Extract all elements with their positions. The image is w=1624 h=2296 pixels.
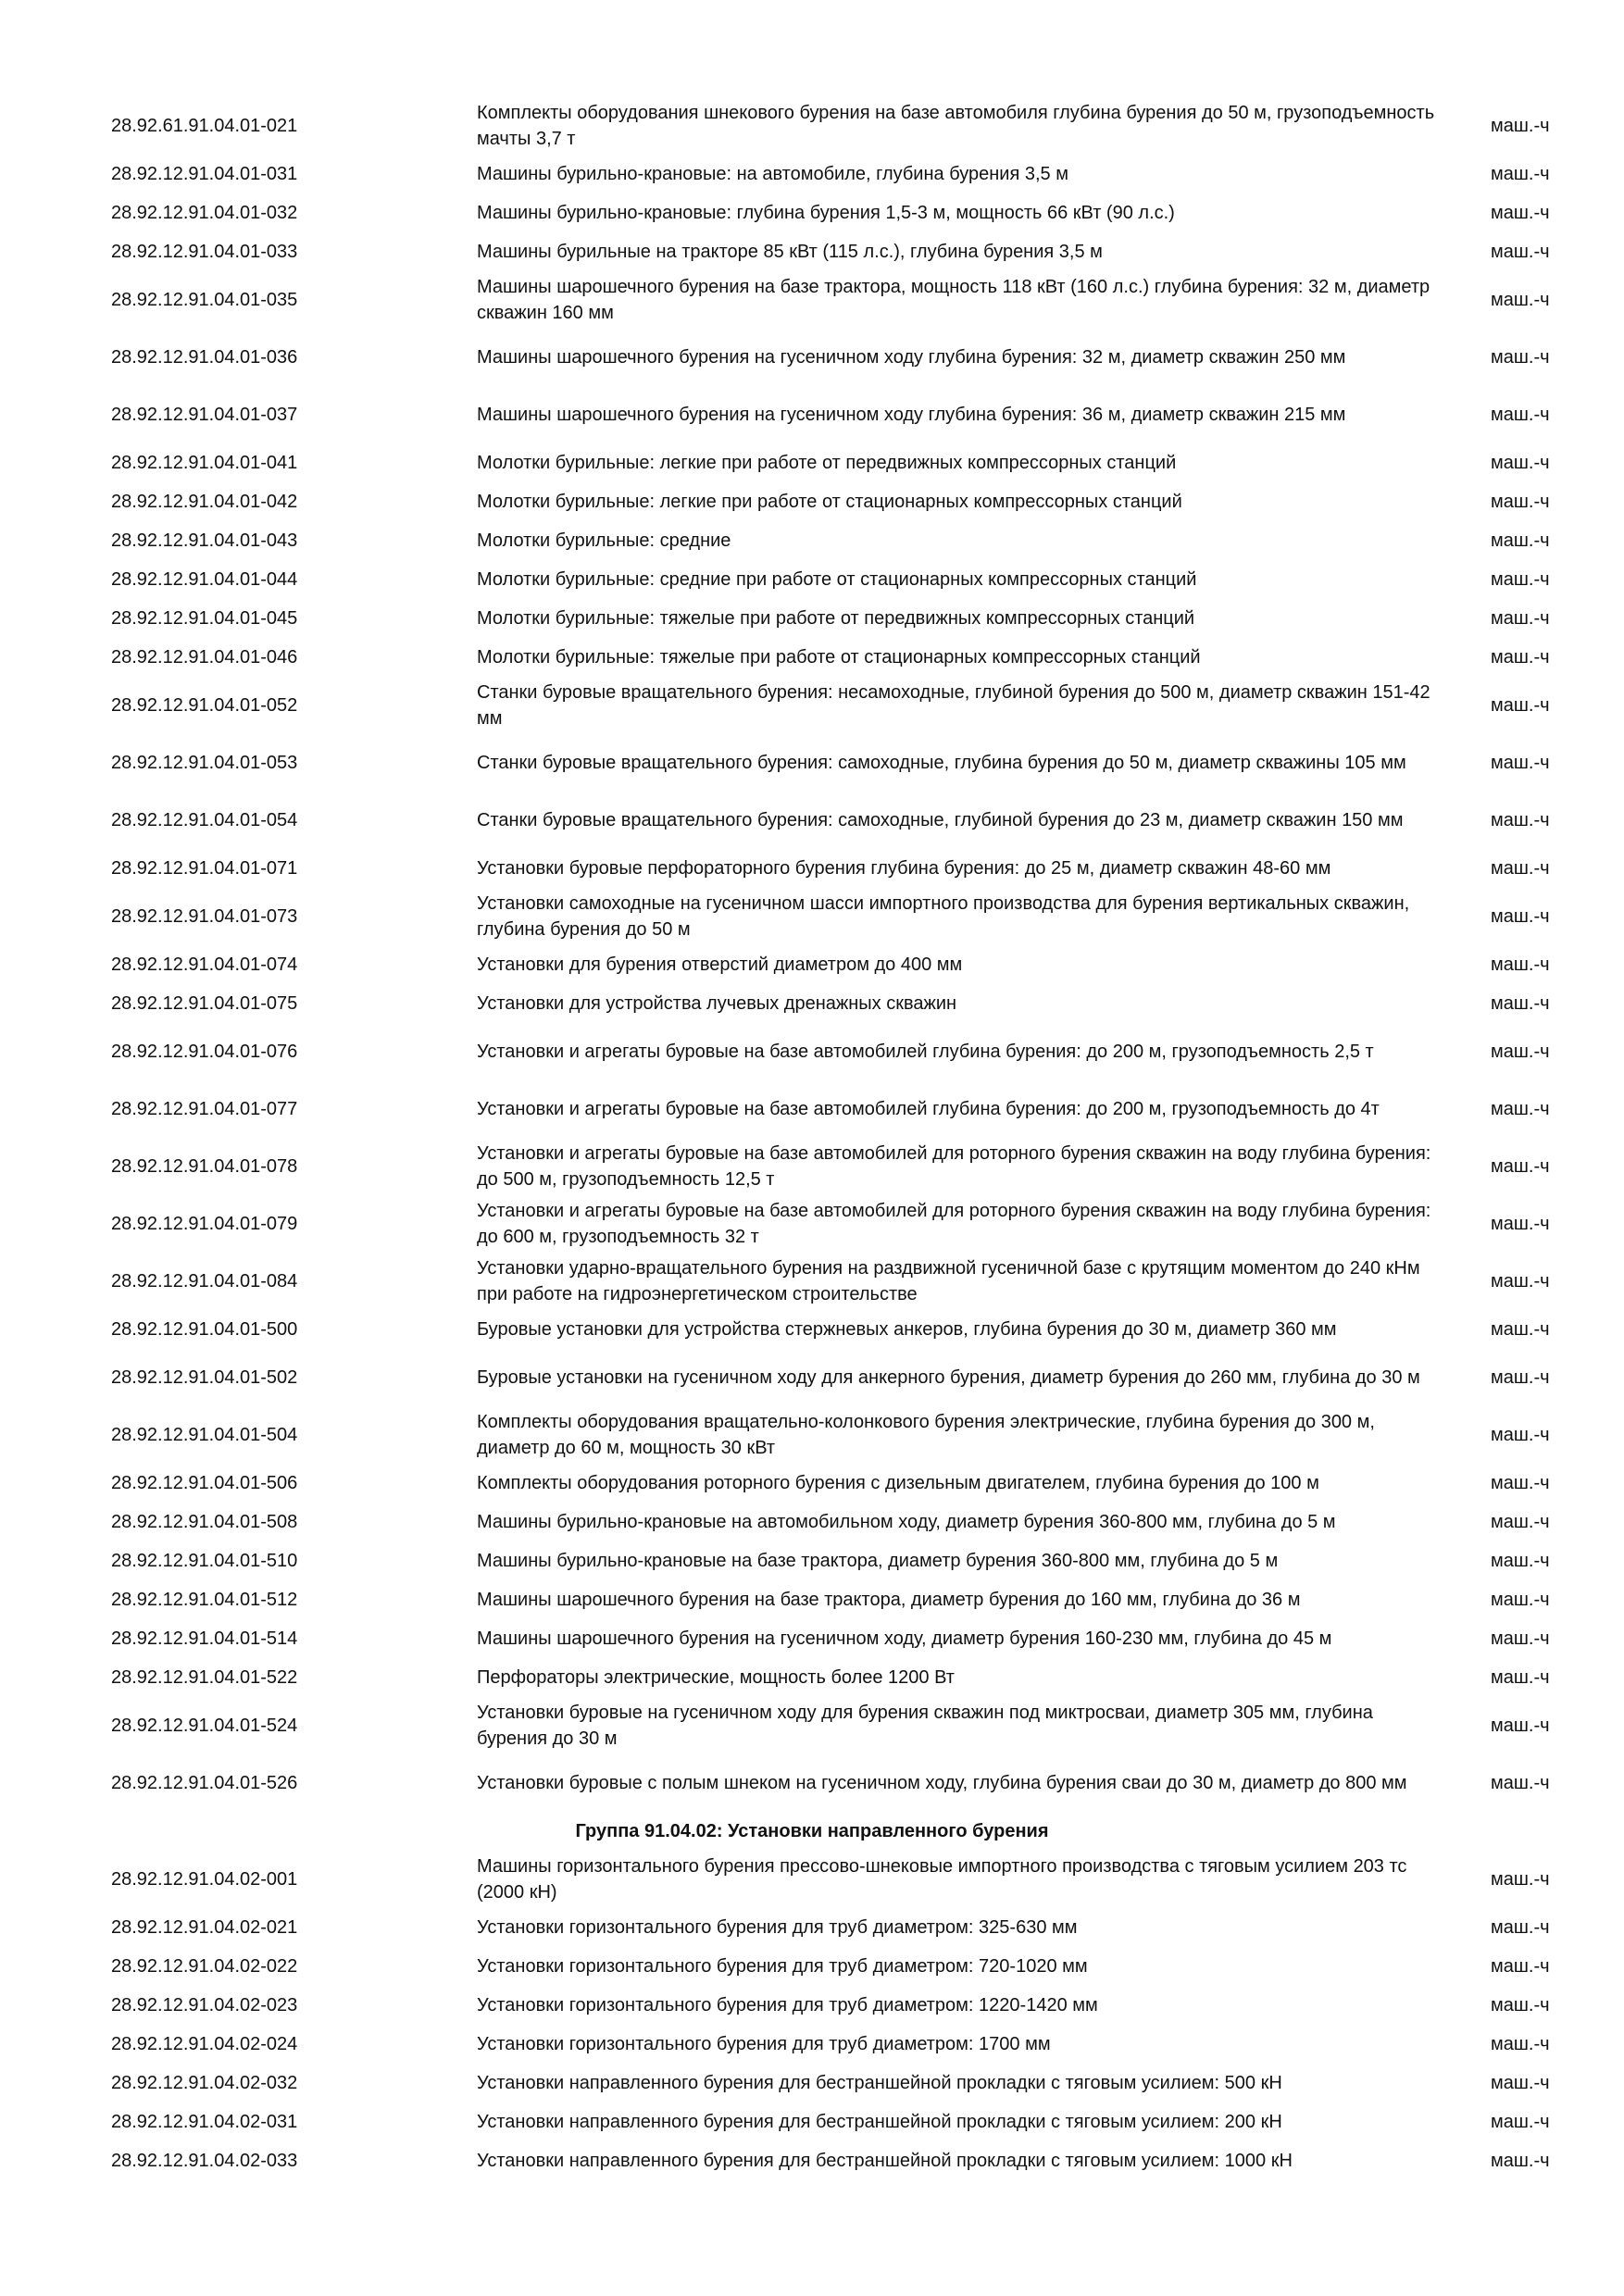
table-row: [0, 482, 1624, 521]
resource-code: 28.92.12.91.04.01-053: [111, 753, 298, 773]
resource-code: 28.92.12.91.04.01-502: [111, 1367, 298, 1388]
resource-description: Молотки бурильные: тяжелые при работе от передвижных компрессорных станций: [477, 608, 1195, 629]
resource-description: Машины шарошечного бурения на гусеничном ходу, диаметр бурения 160-230 мм, глубина до 45 м: [477, 1628, 1332, 1649]
table-row: [0, 945, 1624, 984]
resource-description: Молотки бурильные: легкие при работе от передвижных компрессорных станций: [477, 453, 1177, 473]
table-row: [0, 232, 1624, 271]
resource-description: Установки для устройства лучевых дренажных скважин: [477, 993, 957, 1014]
unit-of-measure: маш.-ч: [1491, 2151, 1550, 2171]
unit-of-measure: маш.-ч: [1491, 753, 1550, 773]
unit-of-measure: маш.-ч: [1491, 1917, 1550, 1938]
table-row: [0, 734, 1624, 792]
unit-of-measure: маш.-ч: [1491, 569, 1550, 590]
resource-description: Буровые установки для устройства стержневых анкеров, глубина бурения до 30 м, диаметр 360 мм: [477, 1319, 1337, 1340]
table-row: [0, 984, 1624, 1023]
resource-description: Станки буровые вращательного бурения: самоходные, глубина бурения до 50 м, диаметр скважины 105 мм: [477, 753, 1406, 773]
table-row: [0, 1406, 1624, 1464]
table-row: [0, 1580, 1624, 1619]
resource-description: Установки направленного бурения для бестраншейной прокладки с тяговым усилием: 500 кН: [477, 2073, 1282, 2093]
resource-description: Машины шарошечного бурения на гусеничном ходу глубина бурения: 36 м, диаметр скважин 215 мм: [477, 405, 1346, 425]
unit-of-measure: маш.-ч: [1491, 647, 1550, 668]
group-title: Группа 91.04.02: Установки направленного бурения: [575, 1821, 1049, 1841]
table-row: [0, 888, 1624, 945]
unit-of-measure: маш.-ч: [1491, 1425, 1550, 1445]
table-row: [0, 97, 1624, 155]
table-row: [0, 849, 1624, 888]
resource-code: 28.92.12.91.04.01-043: [111, 530, 298, 551]
resource-description: Перфораторы электрические, мощность более 1200 Вт: [477, 1667, 955, 1688]
resource-description: Буровые установки на гусеничном ходу для анкерного бурения, диаметр бурения до 260 мм, глубина до 30 м: [477, 1367, 1420, 1388]
unit-of-measure: маш.-ч: [1491, 242, 1550, 262]
unit-of-measure: маш.-ч: [1491, 1512, 1550, 1532]
table-row: [0, 1023, 1624, 1080]
resource-code: 28.92.12.91.04.01-035: [111, 290, 298, 310]
unit-of-measure: маш.-ч: [1491, 695, 1550, 716]
table-row: [0, 638, 1624, 677]
table-row: [0, 155, 1624, 193]
unit-of-measure: маш.-ч: [1491, 1628, 1550, 1649]
unit-of-measure: маш.-ч: [1491, 608, 1550, 629]
unit-of-measure: маш.-ч: [1491, 1319, 1550, 1340]
resource-code: 28.92.12.91.04.01-045: [111, 608, 298, 629]
table-row: [0, 386, 1624, 443]
resource-description: Машины горизонтального бурения прессово-шнековые импортного производства с тяговым усилием 203 тс (2000 кН): [477, 1856, 1407, 1903]
resource-description: Машины бурильно-крановые: на автомобиле, глубина бурения 3,5 м: [477, 164, 1068, 184]
table-row: [0, 1697, 1624, 1754]
resource-description: Молотки бурильные: средние при работе от стационарных компрессорных станций: [477, 569, 1197, 590]
table-row: [0, 1851, 1624, 1908]
resource-description: Машины бурильно-крановые на автомобильном ходу, диаметр бурения 360-800 мм, глубина до 5 м: [477, 1512, 1336, 1532]
resource-description: Комплекты оборудования шнекового бурения на базе автомобиля глубина бурения до 50 м, грузоподъемность мачты 3,7 т: [477, 103, 1435, 149]
unit-of-measure: маш.-ч: [1491, 290, 1550, 310]
resource-code: 28.92.12.91.04.01-078: [111, 1156, 298, 1177]
unit-of-measure: маш.-ч: [1491, 116, 1550, 136]
unit-of-measure: маш.-ч: [1491, 453, 1550, 473]
resource-description: Молотки бурильные: средние: [477, 530, 731, 551]
table-row: [0, 193, 1624, 232]
resource-description: Комплекты оборудования вращательно-колонкового бурения электрические, глубина бурения до 300 м, диаметр до 60 м, мощность 30 кВт: [477, 1412, 1375, 1458]
resource-description: Машины шарошечного бурения на базе трактора, диаметр бурения до 160 мм, глубина до 36 м: [477, 1590, 1301, 1610]
resource-description: Станки буровые вращательного бурения: несамоходные, глубиной бурения до 500 м, диаметр скважин 151-42 мм: [477, 682, 1430, 729]
unit-of-measure: маш.-ч: [1491, 2112, 1550, 2132]
table-row: [0, 1658, 1624, 1697]
table-row: [0, 2103, 1624, 2141]
table-row: [0, 560, 1624, 599]
unit-of-measure: маш.-ч: [1491, 1773, 1550, 1793]
resource-code: 28.92.12.91.04.01-077: [111, 1099, 298, 1119]
table-row: [0, 1503, 1624, 1541]
resource-description: Машины бурильно-крановые на базе трактора, диаметр бурения 360-800 мм, глубина до 5 м: [477, 1551, 1279, 1571]
table-row: [0, 2025, 1624, 2064]
resource-description: Машины шарошечного бурения на гусеничном ходу глубина бурения: 32 м, диаметр скважин 250 мм: [477, 347, 1346, 368]
resource-code: 28.92.12.91.04.01-524: [111, 1716, 298, 1736]
table-row: [0, 271, 1624, 329]
resource-description: Установки горизонтального бурения для труб диаметром: 1220-1420 мм: [477, 1995, 1098, 2015]
unit-of-measure: маш.-ч: [1491, 858, 1550, 879]
resource-code: 28.92.12.91.04.01-079: [111, 1214, 298, 1234]
table-row: [0, 2064, 1624, 2103]
resource-code: 28.92.12.91.04.01-526: [111, 1773, 298, 1793]
resource-description: Установки и агрегаты буровые на базе автомобилей для роторного бурения скважин на воду глубина бурения: до 500 м, грузоподъемность 12,5 т: [477, 1143, 1431, 1190]
resource-code: 28.92.12.91.04.01-075: [111, 993, 298, 1014]
unit-of-measure: маш.-ч: [1491, 1042, 1550, 1062]
resource-description: Установки и агрегаты буровые на базе автомобилей глубина бурения: до 200 м, грузоподъемность 2,5 т: [477, 1042, 1374, 1062]
unit-of-measure: маш.-ч: [1491, 347, 1550, 368]
table-row: [0, 1986, 1624, 2025]
resource-code: 28.92.12.91.04.01-032: [111, 203, 298, 223]
resource-code: 28.92.12.91.04.01-510: [111, 1551, 298, 1571]
resource-code: 28.92.12.91.04.01-071: [111, 858, 298, 879]
resource-code: 28.92.12.91.04.02-022: [111, 1956, 298, 1977]
resource-code: 28.92.12.91.04.01-076: [111, 1042, 298, 1062]
unit-of-measure: маш.-ч: [1491, 2034, 1550, 2054]
resource-code: 28.92.12.91.04.02-001: [111, 1869, 298, 1890]
unit-of-measure: маш.-ч: [1491, 810, 1550, 830]
resource-code: 28.92.12.91.04.02-033: [111, 2151, 298, 2171]
unit-of-measure: маш.-ч: [1491, 1716, 1550, 1736]
table-row: [0, 521, 1624, 560]
resource-description: Установки направленного бурения для бестраншейной прокладки с тяговым усилием: 1000 кН: [477, 2151, 1293, 2171]
resource-description: Установки и агрегаты буровые на базе автомобилей глубина бурения: до 200 м, грузоподъемность до 4т: [477, 1099, 1380, 1119]
resource-description: Станки буровые вращательного бурения: самоходные, глубиной бурения до 23 м, диаметр скважин 150 мм: [477, 810, 1404, 830]
table-row: [0, 599, 1624, 638]
unit-of-measure: маш.-ч: [1491, 1156, 1550, 1177]
resource-description: Установки горизонтального бурения для труб диаметром: 720-1020 мм: [477, 1956, 1088, 1977]
table-row: [0, 1619, 1624, 1658]
resource-code: 28.92.12.91.04.01-031: [111, 164, 298, 184]
table-row: [0, 792, 1624, 849]
unit-of-measure: маш.-ч: [1491, 1590, 1550, 1610]
resource-description: Машины шарошечного бурения на базе трактора, мощность 118 кВт (160 л.с.) глубина бурения: 32 м, диаметр скважин 160 мм: [477, 277, 1430, 323]
resource-code: 28.92.12.91.04.01-046: [111, 647, 298, 668]
unit-of-measure: маш.-ч: [1491, 955, 1550, 975]
resource-code: 28.92.12.91.04.02-021: [111, 1917, 298, 1938]
group-header: [0, 1812, 1624, 1851]
resource-description: Молотки бурильные: тяжелые при работе от стационарных компрессорных станций: [477, 647, 1201, 668]
table-row: [0, 1195, 1624, 1253]
unit-of-measure: маш.-ч: [1491, 1214, 1550, 1234]
unit-of-measure: маш.-ч: [1491, 1473, 1550, 1493]
table-row: [0, 1138, 1624, 1195]
table-row: [0, 677, 1624, 734]
resource-description: Машины бурильные на тракторе 85 кВт (115 л.с.), глубина бурения 3,5 м: [477, 242, 1103, 262]
resource-description: Установки буровые с полым шнеком на гусеничном ходу, глубина бурения сваи до 30 м, диаметр до 800 мм: [477, 1773, 1407, 1793]
resource-code: 28.92.12.91.04.02-032: [111, 2073, 298, 2093]
resource-description: Комплекты оборудования роторного бурения с дизельным двигателем, глубина бурения до 100 м: [477, 1473, 1319, 1493]
resource-code: 28.92.12.91.04.01-508: [111, 1512, 298, 1532]
resource-code: 28.92.12.91.04.02-031: [111, 2112, 298, 2132]
table-row: [0, 1349, 1624, 1406]
unit-of-measure: маш.-ч: [1491, 203, 1550, 223]
resource-code: 28.92.12.91.04.01-073: [111, 906, 298, 927]
unit-of-measure: маш.-ч: [1491, 1667, 1550, 1688]
resource-code: 28.92.12.91.04.01-037: [111, 405, 298, 425]
resource-description: Установки буровые на гусеничном ходу для бурения скважин под миктросваи, диаметр 305 мм, глубина бурения до 30 м: [477, 1703, 1373, 1749]
resource-code: 28.92.12.91.04.02-023: [111, 1995, 298, 2015]
unit-of-measure: маш.-ч: [1491, 1956, 1550, 1977]
resource-code: 28.92.12.91.04.01-514: [111, 1628, 298, 1649]
resource-code: 28.92.12.91.04.01-500: [111, 1319, 298, 1340]
unit-of-measure: маш.-ч: [1491, 906, 1550, 927]
unit-of-measure: маш.-ч: [1491, 405, 1550, 425]
resource-code: 28.92.12.91.04.01-052: [111, 695, 298, 716]
unit-of-measure: маш.-ч: [1491, 1995, 1550, 2015]
unit-of-measure: маш.-ч: [1491, 2073, 1550, 2093]
resource-code: 28.92.12.91.04.01-504: [111, 1425, 298, 1445]
resource-code: 28.92.12.91.04.01-036: [111, 347, 298, 368]
table-row: [0, 1464, 1624, 1503]
unit-of-measure: маш.-ч: [1491, 164, 1550, 184]
table-row: [0, 1253, 1624, 1310]
resource-description: Установки и агрегаты буровые на базе автомобилей для роторного бурения скважин на воду глубина бурения: до 600 м, грузоподъемность 32 т: [477, 1201, 1431, 1247]
resource-code: 28.92.12.91.04.01-041: [111, 453, 298, 473]
resource-description: Установки самоходные на гусеничном шасси импортного производства для бурения вертикальных скважин, глубина бурения до 50 м: [477, 893, 1410, 940]
resource-code: 28.92.12.91.04.01-506: [111, 1473, 298, 1493]
resource-description: Молотки бурильные: легкие при работе от стационарных компрессорных станций: [477, 492, 1182, 512]
table-row: [0, 1080, 1624, 1138]
resource-code: 28.92.12.91.04.01-042: [111, 492, 298, 512]
table-row: [0, 2141, 1624, 2180]
table-row: [0, 329, 1624, 386]
resource-code: 28.92.12.91.04.01-074: [111, 955, 298, 975]
unit-of-measure: маш.-ч: [1491, 530, 1550, 551]
unit-of-measure: маш.-ч: [1491, 492, 1550, 512]
table-row: [0, 1908, 1624, 1947]
resource-code: 28.92.12.91.04.01-044: [111, 569, 298, 590]
resource-description: Машины бурильно-крановые: глубина бурения 1,5-3 м, мощность 66 кВт (90 л.с.): [477, 203, 1175, 223]
resource-description: Установки ударно-вращательного бурения на раздвижной гусеничной базе с крутящим моментом до 240 кНм при работе на гидроэнергетическом строительстве: [477, 1258, 1420, 1304]
resource-description: Установки для бурения отверстий диаметром до 400 мм: [477, 955, 963, 975]
resource-code: 28.92.12.91.04.01-084: [111, 1271, 298, 1292]
unit-of-measure: маш.-ч: [1491, 1271, 1550, 1292]
resource-description: Установки горизонтального бурения для труб диаметром: 325-630 мм: [477, 1917, 1078, 1938]
unit-of-measure: маш.-ч: [1491, 1551, 1550, 1571]
unit-of-measure: маш.-ч: [1491, 993, 1550, 1014]
table-row: [0, 1541, 1624, 1580]
resource-code: 28.92.12.91.04.01-512: [111, 1590, 298, 1610]
resource-code: 28.92.12.91.04.01-522: [111, 1667, 298, 1688]
resource-code: 28.92.12.91.04.02-024: [111, 2034, 298, 2054]
unit-of-measure: маш.-ч: [1491, 1099, 1550, 1119]
resource-description: Установки буровые перфораторного бурения глубина бурения: до 25 м, диаметр скважин 48-60 мм: [477, 858, 1331, 879]
table-row: [0, 1310, 1624, 1349]
unit-of-measure: маш.-ч: [1491, 1869, 1550, 1890]
unit-of-measure: маш.-ч: [1491, 1367, 1550, 1388]
resource-code: 28.92.12.91.04.01-033: [111, 242, 298, 262]
resource-description: Установки направленного бурения для бестраншейной прокладки с тяговым усилием: 200 кН: [477, 2112, 1282, 2132]
resource-code: 28.92.61.91.04.01-021: [111, 116, 298, 136]
table-row: [0, 1947, 1624, 1986]
table-row: [0, 443, 1624, 482]
resource-description: Установки горизонтального бурения для труб диаметром: 1700 мм: [477, 2034, 1051, 2054]
table-row: [0, 1754, 1624, 1812]
resource-code: 28.92.12.91.04.01-054: [111, 810, 298, 830]
